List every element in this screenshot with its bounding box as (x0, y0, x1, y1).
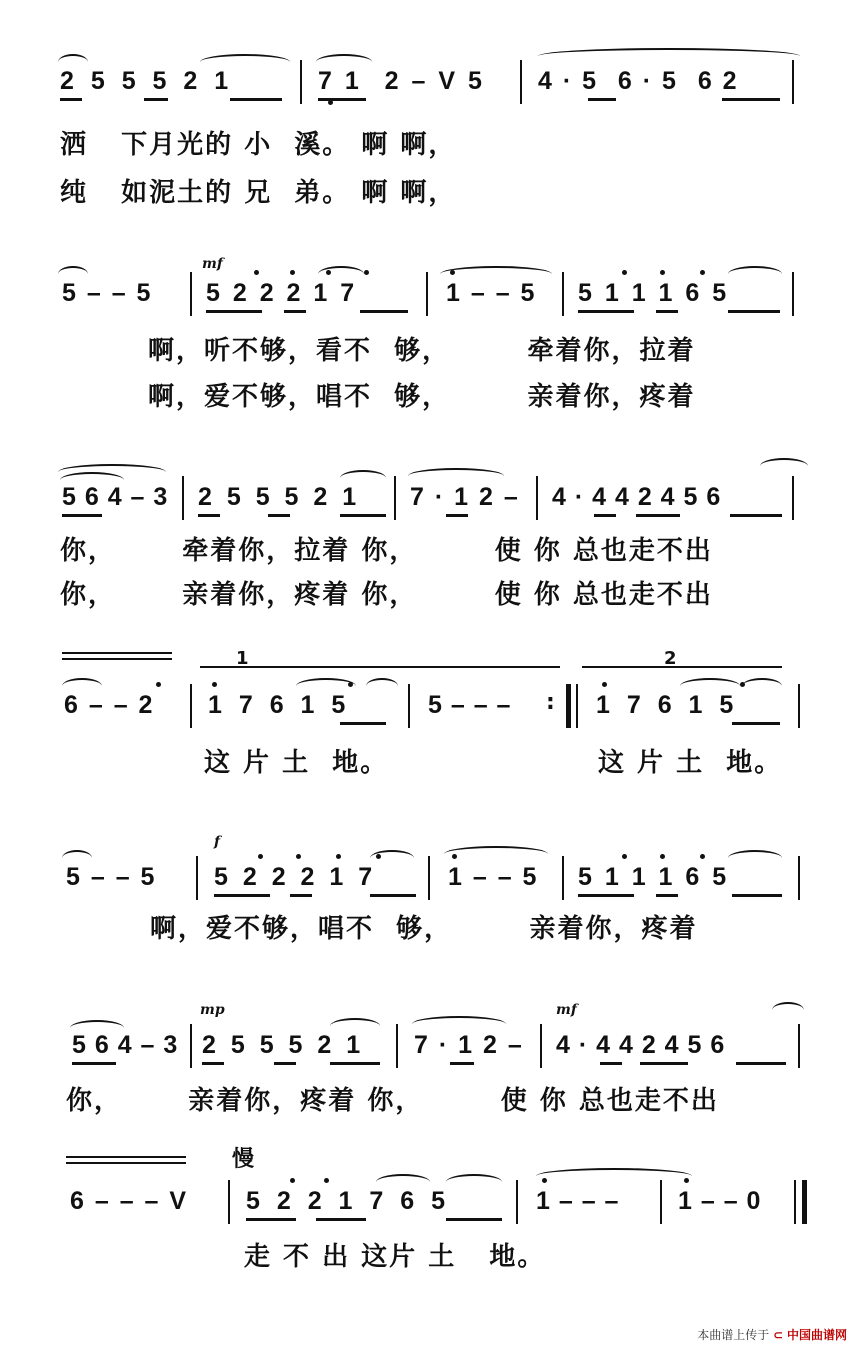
notation-line (0, 1024, 857, 1068)
octave-dot (326, 270, 331, 275)
notation-line (0, 476, 857, 520)
beat-underline (230, 98, 282, 101)
barline (300, 60, 302, 104)
beat-underline (600, 1062, 622, 1065)
measure: 5 1 1 1 6 5 (578, 279, 727, 307)
staff-rule (66, 1156, 186, 1158)
beat-underline (656, 310, 678, 313)
beat-underline (144, 98, 168, 101)
barline (394, 476, 396, 520)
lyric-volta-1: 这 片 土 地。 (204, 748, 389, 778)
beat-underline (274, 1062, 296, 1065)
barline (196, 856, 198, 900)
octave-dot (700, 270, 705, 275)
barline (576, 684, 578, 728)
beat-underline (722, 98, 780, 101)
beat-underline (736, 1062, 786, 1065)
barline (190, 1024, 192, 1068)
measure: 4 · 5 6 · 5 6 2 (538, 67, 737, 95)
beat-underline (732, 894, 782, 897)
footer-text: 本曲谱上传于 (697, 1328, 770, 1342)
slur (728, 266, 782, 282)
beat-underline (198, 514, 220, 517)
beat-underline (370, 894, 416, 897)
dynamic-mark: mf (202, 256, 223, 272)
measure: 5 6 4 – 3 (62, 483, 168, 511)
barline (792, 60, 794, 104)
volta-bracket-1 (200, 666, 560, 668)
beat-underline (446, 1218, 502, 1221)
measure: 1 – – 0 (678, 1187, 761, 1215)
staff-rule (62, 652, 172, 654)
measure: 1 – – 5 (448, 863, 537, 891)
measure: 1 – – 5 (446, 279, 535, 307)
octave-dot (602, 682, 607, 687)
barline (426, 272, 428, 316)
measure: 1 7 6 1 5 (208, 691, 346, 719)
barline (396, 1024, 398, 1068)
beat-underline (284, 310, 306, 313)
lyric-verse-1: 你， 牵着你，拉着 你， 使 你 总也走不出 (60, 536, 713, 566)
beat-underline (732, 722, 780, 725)
slur (366, 678, 398, 694)
measure: 2 5 5 5 2 1 (60, 67, 229, 95)
barline (182, 476, 184, 520)
beat-underline (206, 310, 262, 313)
beat-underline (268, 514, 290, 517)
slur (446, 1174, 502, 1190)
barline (190, 272, 192, 316)
notation-line (0, 1180, 857, 1224)
measure: 5 2 2 2 1 7 (214, 863, 373, 891)
octave-dot (452, 854, 457, 859)
octave-dot (258, 854, 263, 859)
barline (562, 856, 564, 900)
measure: 1 7 6 1 5 (596, 691, 734, 719)
slur (728, 850, 782, 866)
barline (798, 856, 800, 900)
beat-underline (656, 894, 678, 897)
beat-underline (60, 98, 82, 101)
volta-bracket-2 (582, 666, 782, 668)
measure: 5 2 2 1 7 6 5 (246, 1187, 446, 1215)
lyric-verse-1: 洒 下月光的 小 溪。 啊 啊， (60, 130, 457, 160)
barline (516, 1180, 518, 1224)
beat-underline (202, 1062, 224, 1065)
octave-dot (156, 682, 161, 687)
beat-underline (730, 514, 782, 517)
barline (798, 1024, 800, 1068)
tie (444, 846, 548, 862)
octave-dot (684, 1178, 689, 1183)
tie (760, 458, 808, 474)
octave-dot (336, 854, 341, 859)
octave-dot (450, 270, 455, 275)
beat-underline (214, 894, 270, 897)
measure: 1 – – – (536, 1187, 619, 1215)
staff-rule (66, 1162, 186, 1164)
lyric-verse-2: 啊，爱不够，唱不 够， 亲着你，疼着 (148, 382, 696, 412)
octave-dot (364, 270, 369, 275)
beat-underline (636, 514, 680, 517)
site-logo-icon: ⊂ (773, 1328, 784, 1342)
beat-underline (330, 1062, 380, 1065)
octave-dot (376, 854, 381, 859)
lyric-final: 走 不 出 这片 土 地。 (244, 1242, 546, 1272)
beat-underline (360, 310, 408, 313)
beat-underline (446, 514, 468, 517)
slur (742, 678, 782, 694)
lyric-verse-2: 纯 如泥土的 兄 弟。 啊 啊， (60, 178, 457, 208)
beat-underline (290, 894, 312, 897)
measure: 5 6 4 – 3 (72, 1031, 178, 1059)
octave-dot (290, 1178, 295, 1183)
beat-underline (578, 894, 634, 897)
octave-dot (348, 682, 353, 687)
tie (536, 1168, 692, 1184)
measure: 7 1 2 – V 5 (318, 67, 482, 95)
octave-dot (700, 854, 705, 859)
tie (772, 1002, 804, 1018)
beat-underline (340, 722, 386, 725)
measure: 4 · 4 4 2 4 5 6 (556, 1031, 725, 1059)
measure: 5 1 1 1 6 5 (578, 863, 727, 891)
tempo-mark: 慢 (232, 1147, 255, 1172)
measure: 5 – – 5 (66, 863, 155, 891)
measure: 5 2 2 2 1 7 (206, 279, 355, 307)
barline (190, 684, 192, 728)
beat-underline (340, 514, 386, 517)
beat-underline (316, 1218, 366, 1221)
beat-underline (578, 310, 634, 313)
notation-line (0, 60, 857, 104)
barline (428, 856, 430, 900)
volta-1-number: 1 (236, 648, 249, 669)
measure: 6 – – – V (70, 1187, 187, 1215)
octave-dot (660, 854, 665, 859)
beat-underline (318, 98, 366, 101)
beat-underline (246, 1218, 296, 1221)
measure: 5 – – – (428, 691, 511, 719)
barline (562, 272, 564, 316)
beat-underline (640, 1062, 688, 1065)
beat-underline (72, 1062, 116, 1065)
repeat-barline (566, 684, 571, 728)
octave-dot (212, 682, 217, 687)
octave-dot (660, 270, 665, 275)
dynamic-mark: mp (200, 1002, 225, 1018)
measure: 7 · 1 2 – (414, 1031, 522, 1059)
repeat-dots: : (546, 690, 555, 715)
octave-dot (296, 854, 301, 859)
barline (520, 60, 522, 104)
lyric-verse-1: 啊，听不够，看不 够， 牵着你，拉着 (148, 336, 696, 366)
octave-dot (542, 1178, 547, 1183)
tie (538, 48, 800, 64)
lyric-volta-2: 这 片 土 地。 (598, 748, 783, 778)
measure: 6 – – 2 (64, 691, 153, 719)
volta-2-number: 2 (664, 648, 677, 669)
octave-dot (254, 270, 259, 275)
barline (536, 476, 538, 520)
measure: 2 5 5 5 2 1 (202, 1031, 361, 1059)
barline (540, 1024, 542, 1068)
measure: 2 5 5 5 2 1 (198, 483, 357, 511)
barline (792, 272, 794, 316)
measure: 4 · 4 4 2 4 5 6 (552, 483, 721, 511)
notation-line (0, 856, 857, 900)
octave-dot (290, 270, 295, 275)
barline (660, 1180, 662, 1224)
lyric-verse-2: 啊，爱不够，唱不 够， 亲着你，疼着 (150, 914, 698, 944)
beat-underline (450, 1062, 474, 1065)
notation-line (0, 648, 857, 728)
footer-site[interactable]: 中国曲谱网 (786, 1328, 847, 1342)
beat-underline (588, 98, 616, 101)
final-barline-thin (794, 1180, 796, 1224)
barline (228, 1180, 230, 1224)
footer (697, 1326, 847, 1343)
barline (408, 684, 410, 728)
barline (798, 684, 800, 728)
barline (792, 476, 794, 520)
beat-underline (62, 514, 102, 517)
measure: 5 – – 5 (62, 279, 151, 307)
notation-line (0, 272, 857, 316)
dynamic-mark: f (214, 834, 221, 850)
octave-dot (622, 854, 627, 859)
staff-rule (62, 658, 172, 660)
dynamic-mark: mf (556, 1002, 577, 1018)
octave-dot (324, 1178, 329, 1183)
measure: 7 · 1 2 – (410, 483, 518, 511)
lyric-verse-2: 你， 亲着你，疼着 你， 使 你 总也走不出 (66, 1086, 719, 1116)
lyric-verse-2: 你， 亲着你，疼着 你， 使 你 总也走不出 (60, 580, 713, 610)
beat-underline (594, 514, 616, 517)
octave-dot (622, 270, 627, 275)
octave-dot (740, 682, 745, 687)
final-barline-thick (802, 1180, 807, 1224)
beat-underline (728, 310, 780, 313)
octave-dot (328, 100, 333, 105)
